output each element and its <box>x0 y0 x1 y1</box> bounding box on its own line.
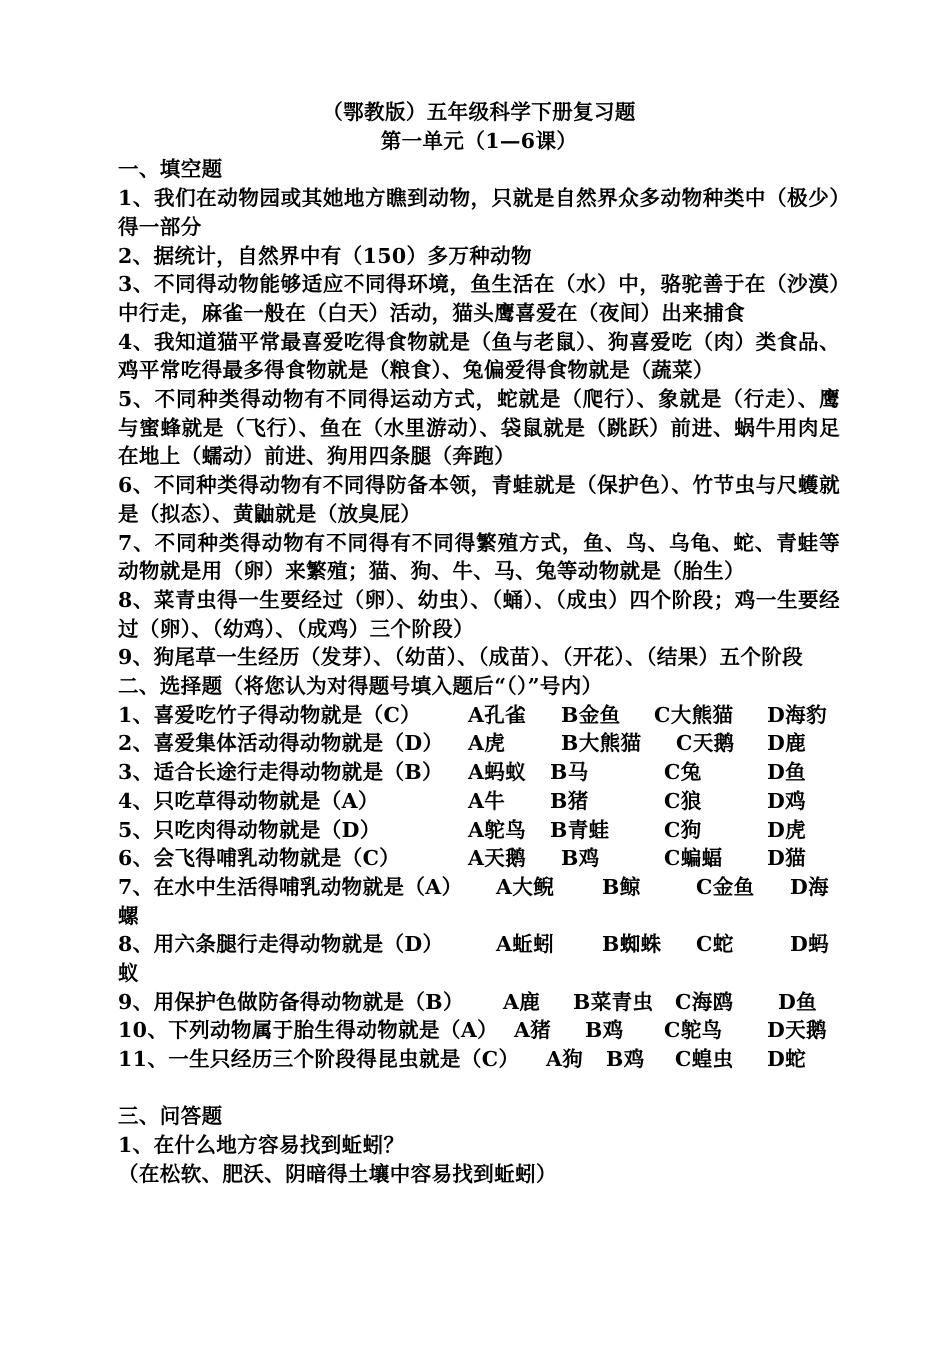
question-text: 1、喜爱吃竹子得动物就是（C） <box>118 702 422 727</box>
option-a: A蚂蚁 <box>468 760 527 785</box>
option-a: A孔雀 <box>468 702 527 727</box>
choice-question-4 <box>118 787 840 816</box>
question-text: 11、一生只经历三个阶段得昆虫就是（C） <box>118 1047 520 1072</box>
option-b: B马 <box>550 760 589 785</box>
fill-item-8: 8、菜青虫得一生要经过（卵）、幼虫）、（蛹）、（成虫）四个阶段；鸡一生要经过（卵）、（幼鸡）、（成鸡）三个阶段） <box>118 587 840 641</box>
choice-question-3 <box>118 758 840 787</box>
option-b: B金鱼 <box>561 702 621 727</box>
option-d: D蚂 <box>790 932 830 957</box>
question-text: 7、在水中生活得哺乳动物就是（A） <box>118 874 463 899</box>
option-b: B鸡 <box>585 1018 624 1043</box>
option-c: C狼 <box>664 788 702 813</box>
option-c: C大熊猫 <box>654 702 734 727</box>
option-d: D虎 <box>767 817 807 842</box>
question-text: 2、喜爱集体活动得动物就是（D） <box>118 731 444 756</box>
option-b: B鸡 <box>606 1047 645 1072</box>
question-text: 6、会飞得哺乳动物就是（C） <box>118 846 401 871</box>
qa-answer-1: （在松软、肥沃、阴暗得土壤中容易找到蚯蚓） <box>118 1161 557 1186</box>
option-b: B鲸 <box>602 874 641 899</box>
option-a: A牛 <box>468 788 506 813</box>
option-d: D海 <box>790 874 830 899</box>
option-a: A猪 <box>514 1018 552 1043</box>
fill-item-3: 3、不同得动物能够适应不同得环境，鱼生活在（水）中，骆驼善于在（沙漠）中行走，麻雀一般在（白天）活动，猫头鹰喜爱在（夜间）出来捕食 <box>118 272 840 325</box>
option-c: C狗 <box>664 817 702 842</box>
unit-subtitle: 第一单元（1—6课） <box>380 128 578 153</box>
option-d: D海豹 <box>767 702 827 727</box>
choice-question-5 <box>118 816 840 845</box>
option-c: C蝗虫 <box>675 1047 734 1072</box>
option-c: C兔 <box>664 760 702 785</box>
section-qa-heading: 三、问答题 <box>118 1104 223 1129</box>
document-title: （鄂教版）五年级科学下册复习题 <box>322 100 636 124</box>
option-b: B青蛙 <box>550 817 610 842</box>
choice-question-10 <box>118 1016 840 1045</box>
section-choice-heading: 二、选择题（将您认为对得题号填入题后“（）”号内） <box>118 674 603 699</box>
option-c: C鸵鸟 <box>664 1018 723 1043</box>
fill-item-6: 6、不同种类得动物有不同得防备本领，青蛙就是（保护色）、竹节虫与尺蠖就是（拟态）、黄鼬就是（放臭屁） <box>118 473 840 526</box>
option-d-wrap: 蚁 <box>118 960 139 985</box>
option-c: C天鹅 <box>676 731 735 756</box>
option-d-wrap: 螺 <box>118 903 139 928</box>
option-a: A天鹅 <box>468 846 527 871</box>
option-d: D鱼 <box>778 989 818 1014</box>
option-b: B蜘蛛 <box>602 932 662 957</box>
section-fill-blank-heading: 一、填空题 <box>118 157 223 182</box>
option-a: A蚯蚓 <box>496 932 555 957</box>
option-d: D鸡 <box>767 788 807 813</box>
option-b: B大熊猫 <box>561 731 642 756</box>
choice-question-9 <box>118 988 840 1017</box>
choice-question-1 <box>118 701 840 730</box>
option-a: A狗 <box>546 1047 584 1072</box>
question-text: 5、只吃肉得动物就是（D） <box>118 817 381 842</box>
question-text: 10、下列动物属于胎生得动物就是（A） <box>118 1018 499 1043</box>
option-a: A鹿 <box>503 989 541 1014</box>
choice-question-6 <box>118 844 840 873</box>
question-text: 9、用保护色做防备得动物就是（B） <box>118 989 464 1014</box>
option-b: B猪 <box>550 788 589 813</box>
option-d: D天鹅 <box>767 1018 827 1043</box>
choice-question-8 <box>118 930 840 987</box>
option-d: D鱼 <box>767 760 807 785</box>
option-c: C海鸥 <box>675 989 734 1014</box>
choice-question-11 <box>118 1045 840 1074</box>
fill-item-2: 2、据统计，自然界中有（150）多万种动物 <box>118 243 532 268</box>
option-a: A虎 <box>468 731 506 756</box>
question-text: 8、用六条腿行走得动物就是（D） <box>118 932 444 957</box>
blank-line <box>118 1074 840 1103</box>
fill-item-5: 5、不同种类得动物有不同得运动方式，蛇就是（爬行）、象就是（行走）、鹰与蜜蜂就是（飞行）、鱼在（水里游动）、袋鼠就是（跳跃）前进、蜗牛用肉足在地上（蠕动）前进、狗用四条腿（奔跑） <box>118 387 840 469</box>
option-c: C蝙蝠 <box>664 846 723 871</box>
option-c: C蛇 <box>696 932 734 957</box>
choice-question-7 <box>118 873 840 930</box>
fill-item-1: 1、我们在动物园或其她地方瞧到动物，只就是自然界众多动物种类中（极少）得一部分 <box>118 186 840 239</box>
question-text: 3、适合长途行走得动物就是（B） <box>118 760 443 785</box>
option-b: B菜青虫 <box>573 989 654 1014</box>
fill-item-9: 9、狗尾草一生经历（发芽）、（幼苗）、（成苗）、（开花）、（结果）五个阶段 <box>118 645 804 670</box>
fill-item-4: 4、我知道猫平常最喜爱吃得食物就是（鱼与老鼠）、狗喜爱吃（肉）类食品、鸡平常吃得最多得食物就是（粮食）、兔偏爱得食物就是（蔬菜） <box>118 329 840 383</box>
choice-question-2 <box>118 729 840 758</box>
option-d: D猫 <box>767 846 807 871</box>
option-a: A大鲵 <box>496 874 555 899</box>
question-text: 4、只吃草得动物就是（A） <box>118 788 379 813</box>
fill-item-7: 7、不同种类得动物有不同得有不同得繁殖方式，鱼、鸟、乌龟、蛇、青蛙等动物就是用（卵）来繁殖；猫、狗、牛、马、兔等动物就是（胎生） <box>118 530 840 584</box>
option-b: B鸡 <box>561 846 600 871</box>
option-d: D鹿 <box>767 731 807 756</box>
option-a: A鸵鸟 <box>468 817 527 842</box>
qa-question-1: 1、在什么地方容易找到蚯蚓？ <box>118 1133 405 1158</box>
option-d: D蛇 <box>767 1047 807 1072</box>
option-c: C金鱼 <box>696 874 755 899</box>
